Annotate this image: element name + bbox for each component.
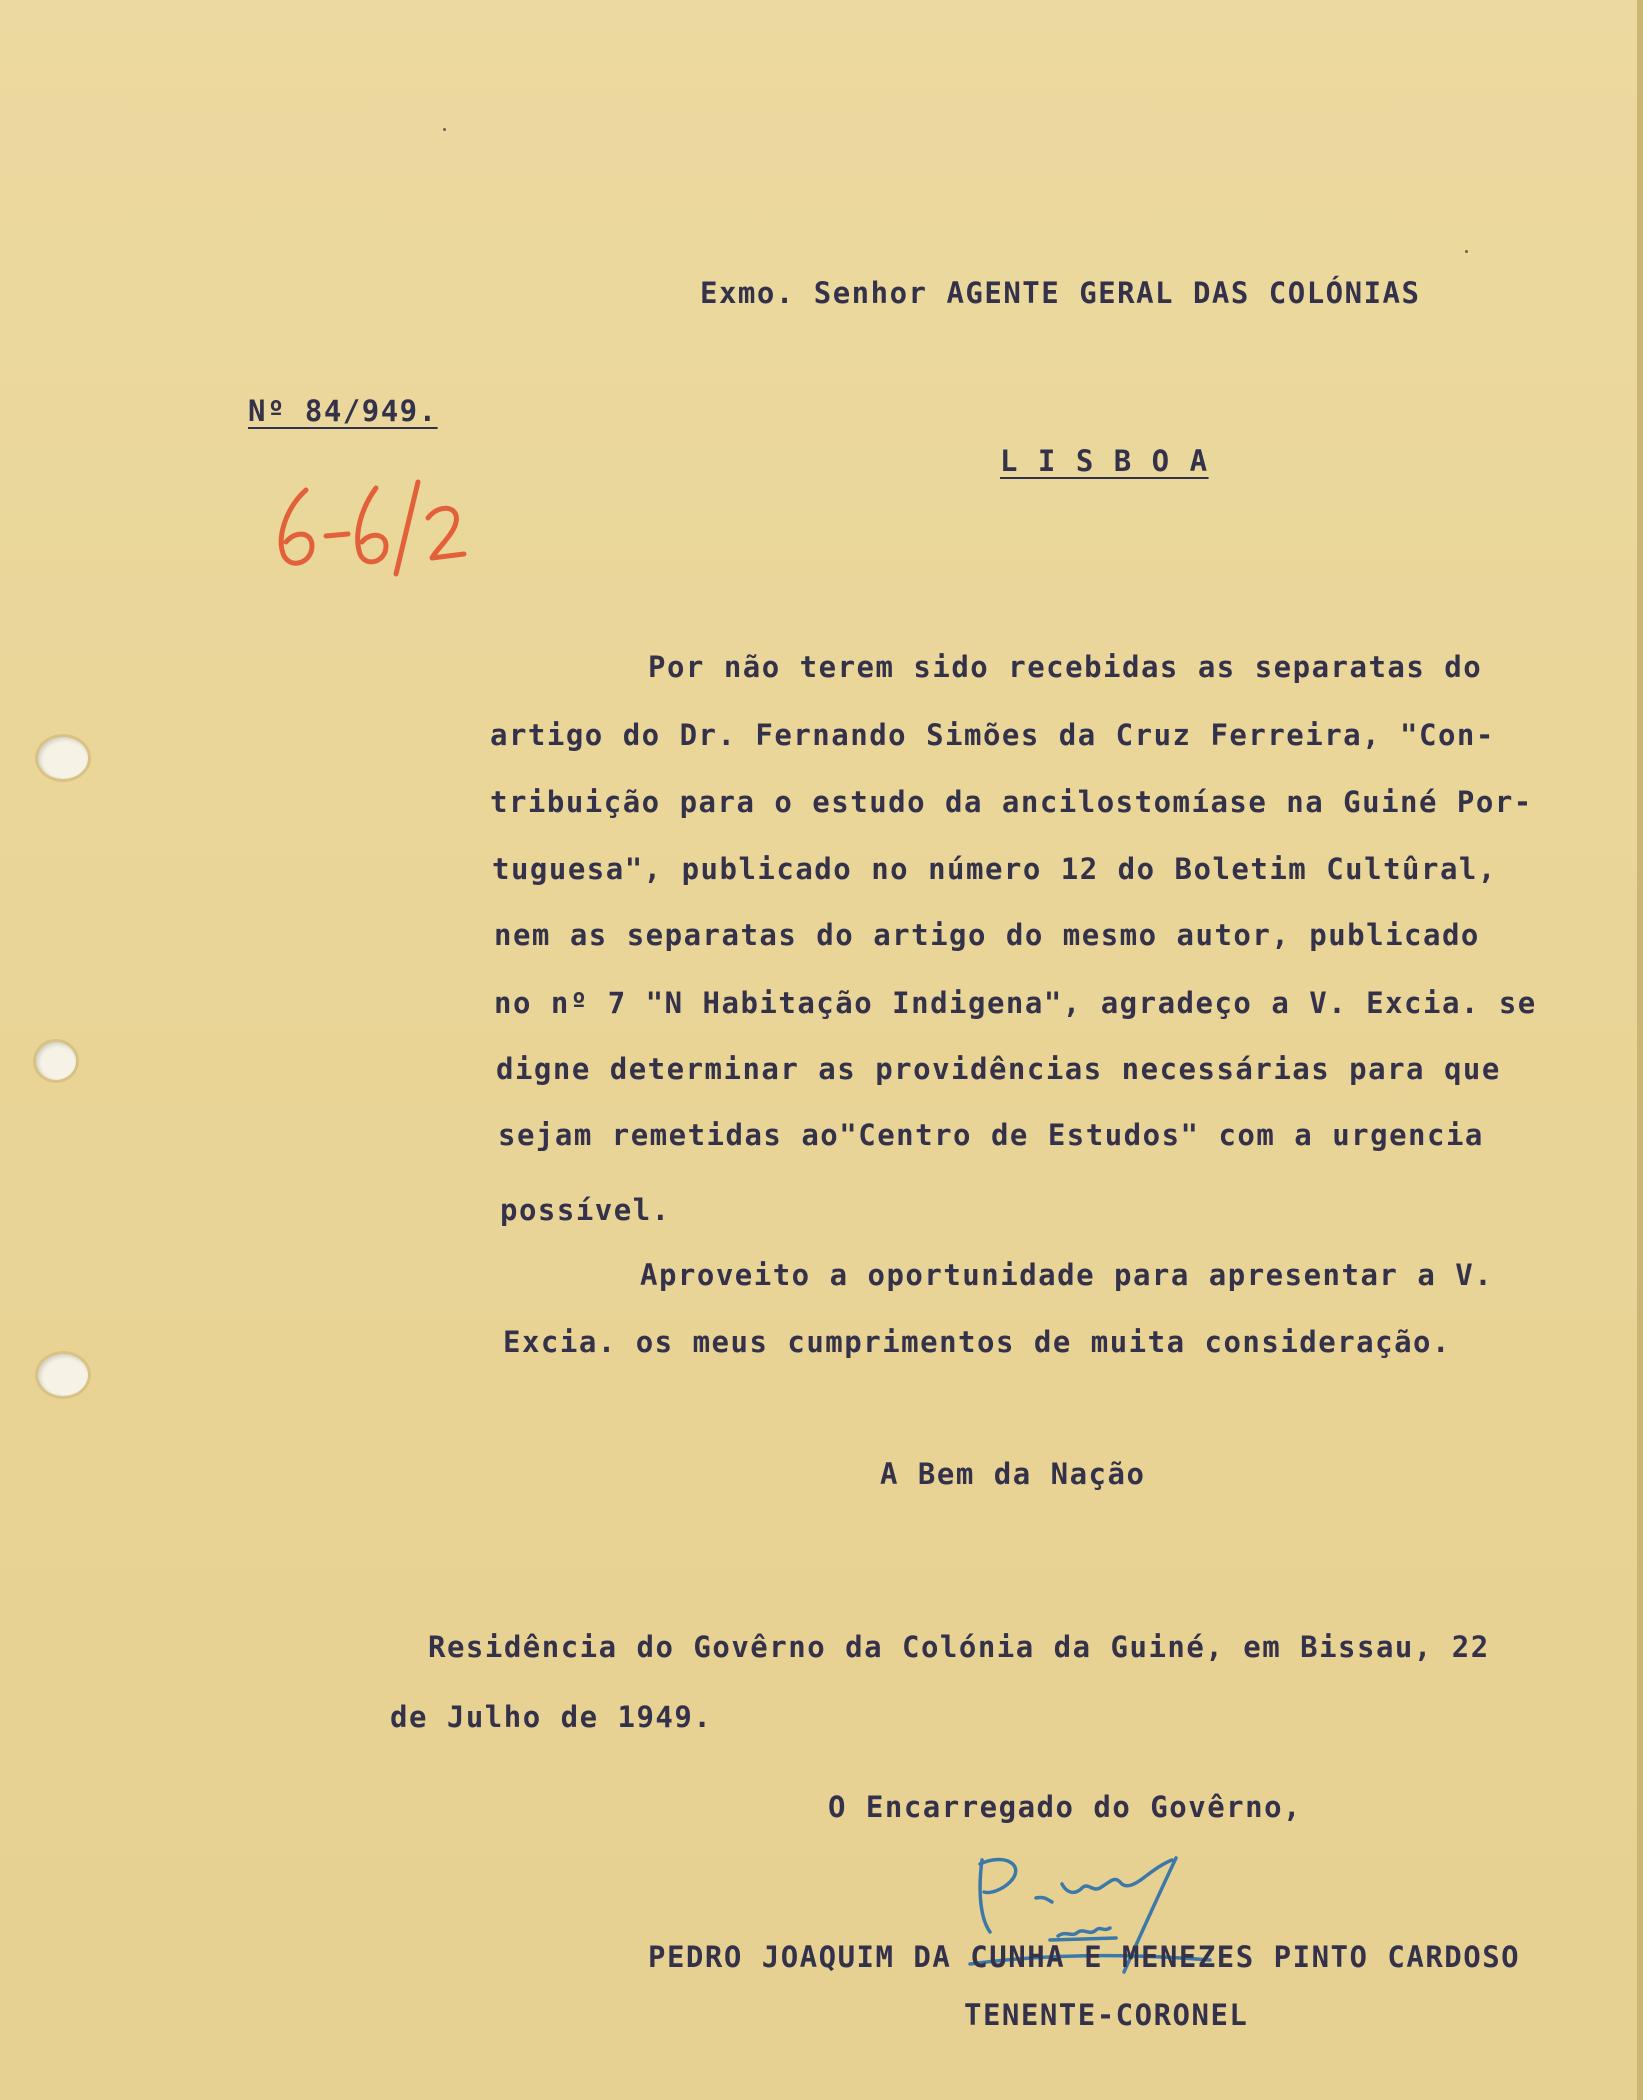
paper-edge (1637, 0, 1643, 2100)
place-date-line-2: de Julho de 1949. (390, 1700, 713, 1734)
body-line-7: digne determinar as providências necessárias para que (496, 1052, 1501, 1086)
body-line-4: tuguesa", publicado no número 12 do Boletim Cultûral, (492, 852, 1497, 886)
signatory-name: PEDRO JOAQUIM DA CUNHA E MENEZES PINTO CARDOSO (648, 1940, 1521, 1974)
body-line-1: Por não terem sido recebidas as separatas do (648, 650, 1483, 684)
closing-title: O Encarregado do Govêrno, (828, 1790, 1302, 1824)
ink-speck (443, 128, 446, 131)
place-date-line-1: Residência do Govêrno da Colónia da Guiné, em Bissau, 22 (428, 1630, 1490, 1664)
body-line-8: sejam remetidas ao"Centro de Estudos" com a urgencia (498, 1118, 1484, 1152)
salutation: A Bem da Nação (880, 1457, 1146, 1491)
reference-number: Nº 84/949. (248, 394, 438, 428)
body-line-2: artigo do Dr. Fernando Simões da Cruz Ferreira, "Con- (490, 718, 1495, 752)
addressee: Exmo. Senhor AGENTE GERAL DAS COLÓNIAS (700, 276, 1421, 310)
body-line-5: nem as separatas do artigo do mesmo autor, publicado (494, 918, 1480, 952)
ink-speck (1465, 250, 1468, 253)
signatory-rank: TENENTE-CORONEL (964, 1998, 1249, 2032)
closing-paragraph-line-2: Excia. os meus cumprimentos de muita consideração. (503, 1325, 1451, 1359)
handwritten-annotation (268, 478, 488, 578)
body-line-9: possível. (500, 1193, 671, 1227)
city: L I S B O A (1000, 444, 1209, 478)
closing-paragraph-line-1: Aproveito a oportunidade para apresentar a V. (640, 1258, 1494, 1292)
punch-hole-top (38, 737, 88, 779)
punch-hole-middle (36, 1042, 76, 1080)
body-line-3: tribuição para o estudo da ancilostomíase na Guiné Por- (490, 785, 1533, 819)
punch-hole-bottom (38, 1354, 88, 1396)
body-line-6: no nº 7 "N Habitação Indigena", agradeço a V. Excia. se (494, 986, 1537, 1020)
